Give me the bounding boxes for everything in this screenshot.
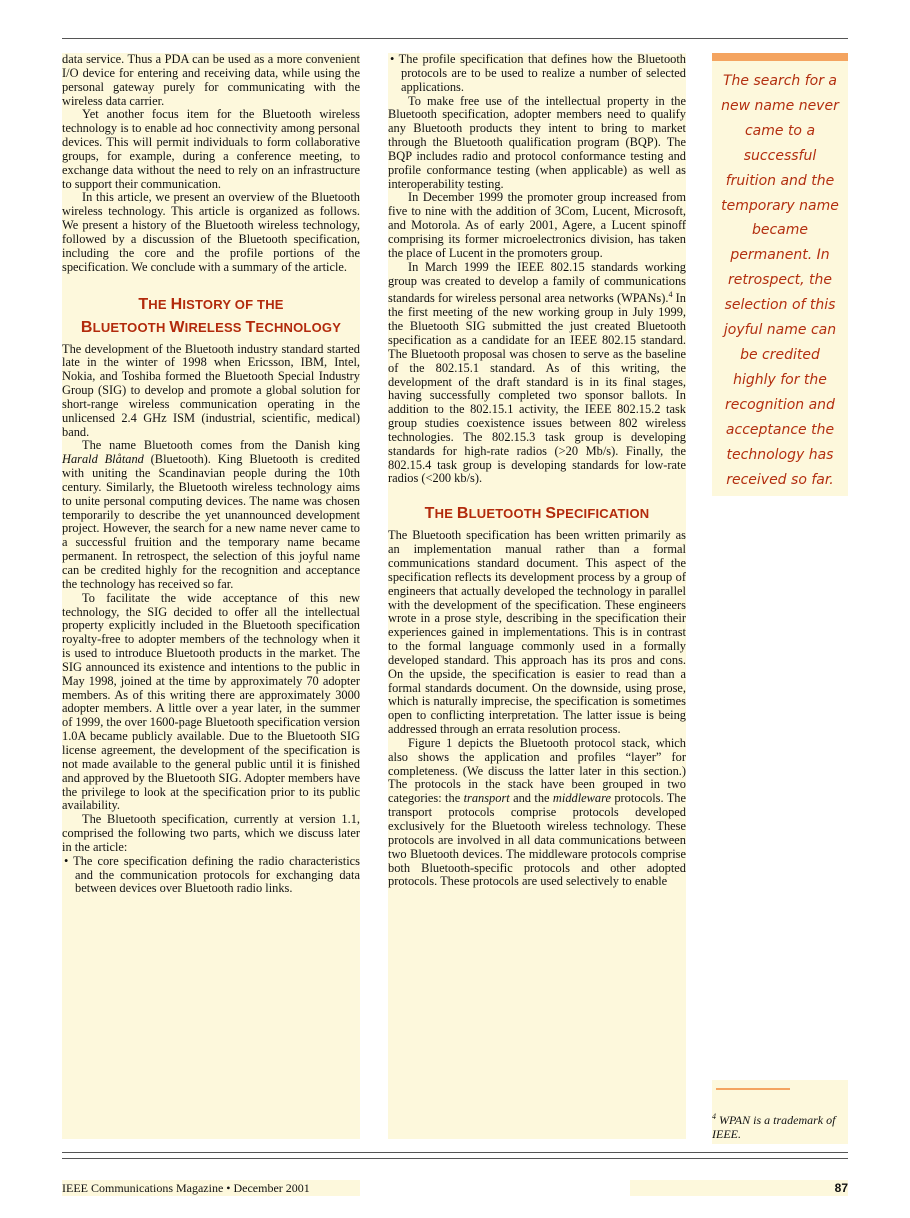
column-left [62, 53, 360, 1139]
pull-quote [712, 53, 848, 496]
bullet-item: • The core specification defining the radio characteristics and the communication protocols for exchanging data between devices over Bluetooth radio links. [64, 853, 360, 896]
pull-quote-bar [712, 53, 848, 61]
column-middle [388, 53, 686, 1139]
paragraph: In December 1999 the promoter group increased from five to nine with the addition of 3Com, Lucent, Microsoft, and Motorola. As of early 2001, Agere, a Lucent spinoff comprising its former microelectronics division, has taken the place of Lucent in the promoters group. [388, 190, 686, 260]
paragraph: In this article, we present an overview of the Bluetooth wireless technology. This article is organized as follows. We present a history of the Bluetooth wireless technology, followed by a discussion of the Bluetooth specification, including the core and the profile portions of the specification. We conclude with a summary of the article. [62, 190, 360, 274]
paragraph: Yet another focus item for the Bluetooth wireless technology is to enable ad hoc connectivity among personal devices. This will permit individuals to form collaborative groups, for example, during a conference meeting, to exchange data without the need to rely on an infrastructure to support their communication. [62, 107, 360, 191]
footnote [712, 1080, 848, 1144]
page-number: 87 [630, 1180, 848, 1196]
footnote-text: $^4$ WPAN is a trademark of IEEE. [712, 1112, 836, 1141]
bottom-rule [62, 1158, 848, 1159]
footnote-rule [716, 1088, 790, 1090]
paragraph: To facilitate the wide acceptance of this new technology, the SIG decided to offer all the intellectual property explicitly included in the Bluetooth specification royalty-free to adopter members of the technology when it is used to introduce Bluetooth products in the market. The SIG announced its existence and intentions to the public in May 1998, joined at the time by approximately 70 adopter members. As of this writing there are approximately 3000 adopter members. A little over a year later, in the summer of 1999, the over 1600-page Bluetooth specification version 1.0A became publicly available. Due to the Bluetooth SIG license agreement, the development of the specification is not made available to the general public until it is finished and approved by the Bluetooth SIG. Adopter members have the privilege to look at the specification prior to its public availability. [62, 590, 360, 813]
paragraph: The Bluetooth specification has been written primarily as an implementation manual rather than a formal communications standard document. This aspect of the specification reflects its development process by a group of engineers that actually developed the technology in parallel with the development of the specification. These engineers wrote in a prose style, describing in the specification their experiences gained in implementations. This is in contrast to the formal language commonly used in a formally developed standard. This approach has its pros and cons. On the upside, the specification is easier to read than a formal standards document. On the downside, using prose, which is naturally imprecise, the specification is sometimes open to conflicting interpretation. The latter issue is being addressed through an errata resolution process. [388, 528, 686, 737]
paragraph: In March 1999 the IEEE 802.15 standards working group was created to develop a family of communications standards for wireless personal area networks (WPANs).$^4$ In the first meeting of the new working group in July 1999, the Bluetooth SIG submitted the just created Bluetooth specification as a candidate for an IEEE 802.15 standard. The Bluetooth proposal was chosen to serve as the baseline of the 802.15.1 standard. As of this writing, the development of the draft standard is in its final stages, having successfully completed two sponsor ballots. In addition to the 802.15.1 activity, the IEEE 802.15.2 task group studies coexistence issues between 802 wireless technologies. The 802.15.3 task group is developing standards for high-rate radios (>20 Mb/s). Finally, the 802.15.4 task group is developing standards for low-rate radios (<200 kb/s). [388, 259, 686, 486]
top-rule [62, 38, 848, 39]
paragraph: The Bluetooth specification, currently at version 1.1, comprised the following two parts, which we discuss later in the article: [62, 812, 360, 854]
section-heading-specification: THE BLUETOOTH SPECIFICATION [424, 505, 650, 523]
footer-publication: IEEE Communications Magazine • December 2001 [62, 1180, 360, 1196]
pull-quote-text: The search for a new name never came to a successful fruition and the temporary name became permanent. In retrospect, the selection of this joyful name can be credited highly for the recognition and acceptance the technology has received so far. [721, 73, 839, 488]
paragraph: data service. Thus a PDA can be used as a more convenient I/O device for entering and receiving data, while using the personal gateway purely for communicating with the wireless data carrier. [62, 52, 360, 108]
paragraph: The name Bluetooth comes from the Danish king Harald Blåtand (Bluetooth). King Bluetooth is credited with uniting the Scandinavian people during the 10th century. Similarly, the Bluetooth wireless technology aims to unite personal computing devices. The name was chosen temporarily to describe the yet unannounced development project. However, the search for a new name never came to a successful fruition and the temporary name became permanent. In retrospect, the selection of this joyful name can be credited highly for the recognition and acceptance the technology has received so far. [62, 438, 360, 591]
section-heading-history: THE HISTORY OF THE BLUETOOTH WIRELESS TECHNOLOGY [80, 295, 342, 336]
paragraph: The development of the Bluetooth industry standard started late in the winter of 1998 when Ericsson, IBM, Intel, Nokia, and Toshiba formed the Bluetooth Special Industry Group (SIG) to develop and promote a global solution for short-range wireless communication operating in the unlicensed 2.4 GHz ISM (industrial, scientific, medical) band. [62, 341, 360, 439]
bottom-rule [62, 1152, 848, 1153]
paragraph: Figure 1 depicts the Bluetooth protocol stack, which also shows the application and profiles “layer” for completeness. (We discuss the latter later in this section.) The protocols in the stack have been grouped in two categories: the transport and the middleware protocols. The transport protocols comprise protocols developed exclusively for the Bluetooth wireless technology. These protocols are involved in all data communications between two Bluetooth devices. The middleware protocols comprise both Bluetooth-specific protocols and other adopted protocols. These protocols are used selectively to enable [388, 735, 686, 889]
bullet-item: • The profile specification that defines how the Bluetooth protocols are to be used to realize a number of selected applications. [390, 52, 686, 94]
paragraph: To make free use of the intellectual property in the Bluetooth specification, adopter members need to qualify any Bluetooth products they intent to bring to market through the Bluetooth qualification program (BQP). The BQP includes radio and protocol conformance testing and profile conformance testing (when applicable) as well as interoperability testing. [388, 93, 686, 191]
